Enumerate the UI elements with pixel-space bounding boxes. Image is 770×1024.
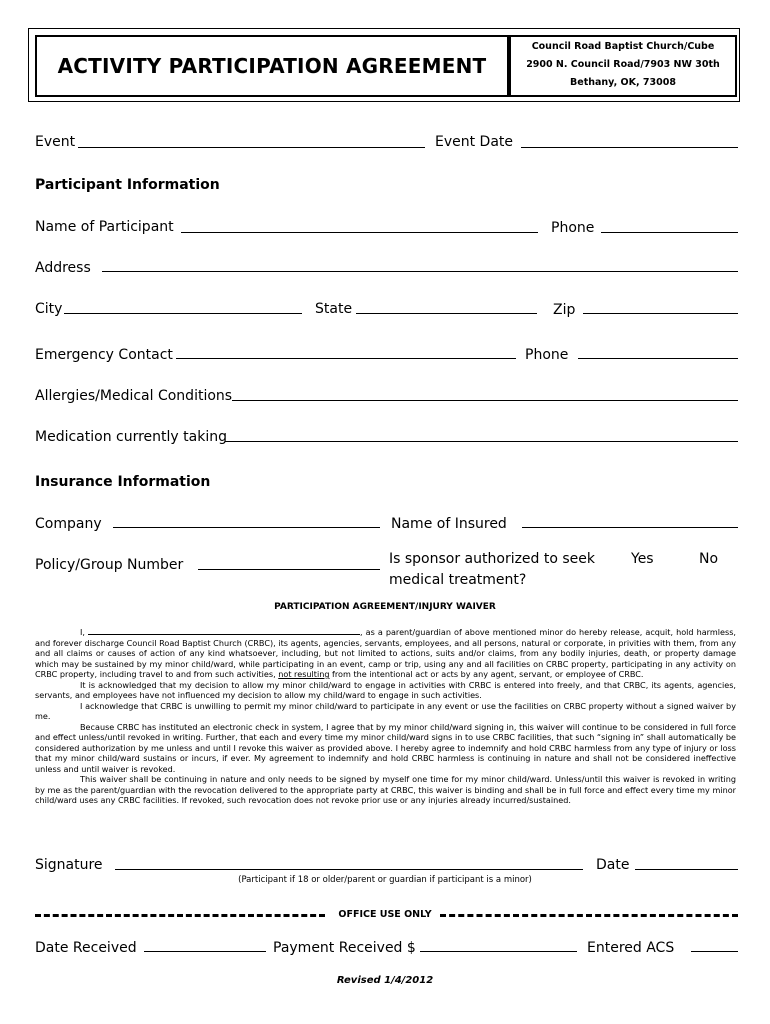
sponsor-yes-option[interactable]: Yes (631, 551, 654, 567)
date-received-label: Date Received (35, 940, 137, 956)
date-received-field[interactable] (144, 951, 266, 952)
entered-acs-label: Entered ACS (587, 940, 675, 956)
church-city: Bethany, OK, 73008 (570, 77, 676, 88)
office-divider-right (440, 914, 738, 917)
signature-label: Signature (35, 857, 103, 873)
emergency-phone-field[interactable] (578, 358, 738, 359)
policy-label: Policy/Group Number (35, 557, 184, 573)
medication-field[interactable] (225, 441, 738, 442)
participant-name-label: Name of Participant (35, 219, 174, 235)
entered-acs-field[interactable] (691, 951, 738, 952)
event-date-field[interactable] (521, 147, 738, 148)
city-label: City (35, 301, 63, 317)
payment-received-field[interactable] (420, 951, 577, 952)
waiver-title: PARTICIPATION AGREEMENT/INJURY WAIVER (274, 602, 496, 612)
zip-label: Zip (553, 302, 576, 318)
address-field[interactable] (102, 271, 738, 272)
company-field[interactable] (113, 527, 380, 528)
signature-date-field[interactable] (635, 869, 738, 870)
title-box (35, 35, 509, 97)
waiver-paragraph-1 (35, 626, 736, 680)
waiver-p1-end: from the intentional act or acts by any agent, servant, or employee of CRBC. (329, 669, 644, 679)
event-label: Event (35, 134, 76, 150)
allergies-field[interactable] (232, 400, 738, 401)
church-name: Council Road Baptist Church/Cube (531, 41, 715, 52)
insured-field[interactable] (522, 527, 738, 528)
state-label: State (315, 301, 353, 317)
church-address: 2900 N. Council Road/7903 NW 30th (526, 59, 720, 70)
participant-heading: Participant Information (35, 177, 220, 193)
sponsor-question-line1: Is sponsor authorized to seek (389, 551, 596, 567)
office-use-heading: OFFICE USE ONLY (338, 909, 432, 920)
waiver-p1-body: , as a parent/guardian of above mentioned minor do hereby release, acquit, hold harmless, and forever discharge Council Road Baptist Church (CRBC), its agents, agencies, servants, employees, and all persons, natural or corporate, in privities with them, from any and all claims or causes of action of any kind whatsoever, including, but not limited to actions, suits and/or claims, from any bodily injuries, death, or property damage which may be sustained by my minor child/ward, while participating in an event, camp or trip, using any and all facilities on CRBC property, participating in any activity on CRBC property, including travel to and from such activities, (35, 627, 736, 679)
revision-date: Revised 1/4/2012 (336, 975, 434, 986)
address-label: Address (35, 260, 91, 276)
insurance-heading: Insurance Information (35, 474, 211, 490)
waiver-paragraph-2: It is acknowledged that my decision to allow my minor child/ward to engage in activities with CRBC is entered into freely, and that CRBC, its agents, agencies, servants, and employees have not influenced my decision to allow my child/ward to engage in such activities. (35, 679, 736, 700)
insured-label: Name of Insured (391, 516, 507, 532)
signature-caption: (Participant if 18 or older/parent or guardian if participant is a minor) (238, 875, 532, 885)
emergency-phone-label: Phone (525, 347, 569, 363)
waiver-paragraph-5: This waiver shall be continuing in nature and only needs to be signed by myself one time for my minor child/ward. Unless/until this waiver is revoked in writing by me as the parent/guardian with the revocation delivered to the appropriate party at CRBC, this waiver is binding and shall be in full force and effect every time my minor child/ward uses any CRBC facilities. If revoked, such revocation does not revoke prior use or any injuries already incurred/sustained. (35, 774, 736, 805)
city-field[interactable] (64, 313, 302, 314)
form-title: ACTIVITY PARTICIPATION AGREEMENT (57, 54, 487, 78)
zip-field[interactable] (583, 313, 738, 314)
medication-label: Medication currently taking (35, 429, 227, 445)
event-date-label: Event Date (435, 134, 514, 150)
payment-received-label: Payment Received $ (273, 940, 416, 956)
waiver-text (35, 626, 736, 806)
waiver-p1-start: I, (80, 627, 88, 637)
event-field[interactable] (78, 147, 425, 148)
emergency-contact-label: Emergency Contact (35, 347, 173, 363)
signature-field[interactable] (115, 869, 583, 870)
participant-phone-field[interactable] (601, 232, 738, 233)
waiver-paragraph-4: Because CRBC has instituted an electronic check in system, I agree that by my minor child/ward signing in, this waiver will continue to be considered in full force and effect unless/until revoked in writing. Further, that each and every time my minor child/ward signs in to use CRBC facilities, that such “signing in” shall automatically be considered authorization by me unless and until I revoke this waiver as provided above. I hereby agree to indemnify and hold CRBC harmless from any type of injury or loss that my minor child/ward sustains or incurs, if ever. My agreement to indemnify and hold CRBC harmless is continuing in nature and shall not be considered ineffective unless and until waiver is revoked. (35, 721, 736, 774)
participant-phone-label: Phone (551, 220, 595, 236)
company-label: Company (35, 516, 102, 532)
waiver-p1-underlined: not resulting (278, 669, 330, 679)
emergency-contact-field[interactable] (176, 358, 516, 359)
waiver-paragraph-3: I acknowledge that CRBC is unwilling to permit my minor child/ward to participate in any event or use the facilities on CRBC property without a signed waiver by me. (35, 700, 736, 721)
allergies-label: Allergies/Medical Conditions (35, 388, 233, 404)
sponsor-no-option[interactable]: No (699, 551, 719, 567)
policy-field[interactable] (198, 569, 380, 570)
sponsor-question-line2: medical treatment? (389, 572, 527, 588)
state-field[interactable] (356, 313, 537, 314)
guardian-name-field[interactable] (88, 626, 360, 635)
participant-name-field[interactable] (181, 232, 538, 233)
church-info-box (509, 35, 737, 97)
signature-date-label: Date (596, 857, 630, 873)
